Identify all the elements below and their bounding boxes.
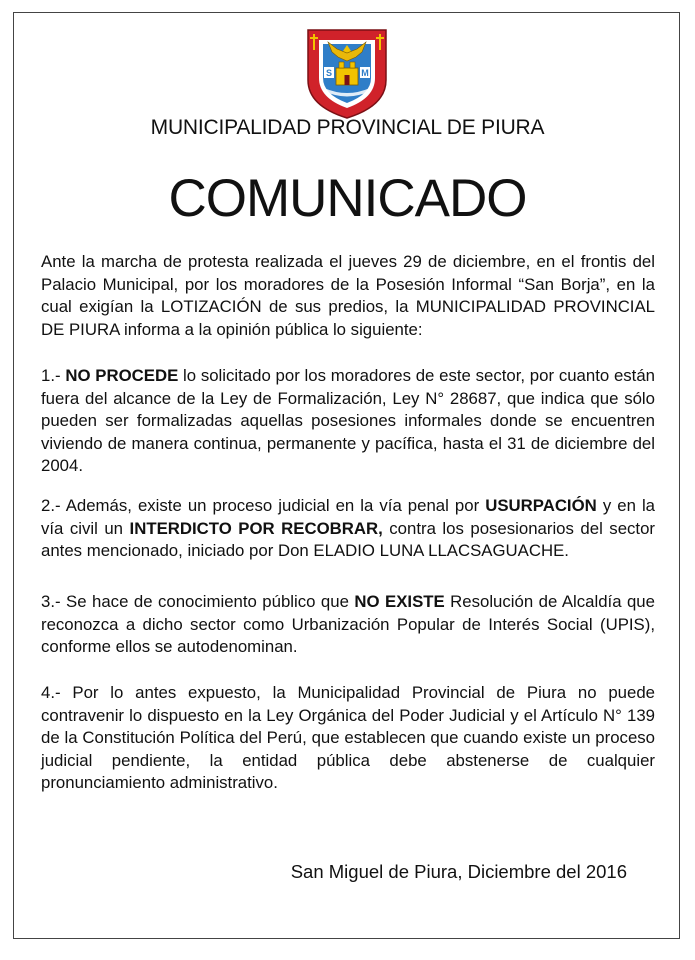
point-3-emphasis: NO EXISTE (354, 592, 445, 611)
point-2-text-a: y en la vía civil un (41, 496, 656, 538)
point-2-prefix: 2.- Además, existe un proceso judicial en la vía penal por (41, 496, 486, 515)
place-and-date: San Miguel de Piura, Diciembre del 2016 (290, 861, 627, 882)
point-2-emphasis-usurpacion: USURPACIÓN (485, 496, 597, 515)
point-1-emphasis: NO PROCEDE (65, 366, 179, 385)
document-title: COMUNICADO (168, 169, 527, 228)
municipal-coat-of-arms (306, 28, 388, 120)
point-3-prefix: 3.- Se hace de conocimiento público que (41, 592, 355, 611)
point-2-paragraph (41, 495, 655, 563)
seal-letter-m: M (361, 68, 369, 78)
organization-name: MUNICIPALIDAD PROVINCIAL DE PIURA (150, 116, 545, 139)
intro-paragraph: Ante la marcha de protesta realizada el jueves 29 de diciembre, en el frontis del Palacio Municipal, por los moradores de la Posesión Informal “San Borja”, en la cual exigían la LOTIZACIÓN de sus predios, la MUNICIPALIDAD PROVINCIAL DE PIURA informa a la opinión pública lo siguiente: (41, 252, 655, 339)
point-3-paragraph (41, 591, 655, 659)
point-1-prefix: 1.- (41, 366, 66, 385)
point-1-text: lo solicitado por los moradores de este sector, por cuanto están fuera del alcance de la Ley de Formalización, Ley N° 28687, que indica que sólo pueden ser formalizadas aquellas posesiones informales donde se encuentren viviendo de manera continua, permanente y pacífica, hasta el 31 de diciembre del 2004. (41, 366, 656, 475)
point-2-emphasis-interdicto: INTERDICTO POR RECOBRAR, (129, 518, 383, 538)
point-3-text: Resolución de Alcaldía que reconozca a dicho sector como Urbanización Popular de Interés Social (UPIS), conforme ellos se autodenominan. (41, 592, 655, 656)
point-4-paragraph: 4.- Por lo antes expuesto, la Municipalidad Provincial de Piura no puede contravenir lo dispuesto en la Ley Orgánica del Poder Judicial y el Artículo N° 139 de la Constitución Política del Perú, que establecen que cuando existe un proceso judicial pendiente, la entidad pública debe abstenerse de cualquier pronunciamiento administrativo. (41, 683, 655, 792)
point-2-text-b: contra los posesionarios del sector antes mencionado, iniciado por Don ELADIO LUNA LLACSAGUACHE. (41, 518, 655, 560)
seal-letter-s: S (325, 68, 333, 78)
point-1-paragraph (41, 365, 655, 478)
